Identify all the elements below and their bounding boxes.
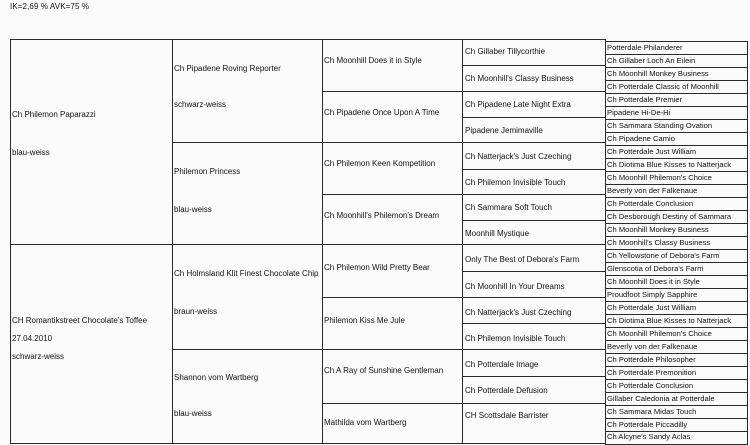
gen4-name: Ch Pipadene Late Night Extra	[465, 100, 571, 109]
gen5-name: Gillaber Caledonia at Potterdale	[607, 394, 715, 403]
gen2-cell	[172, 142, 323, 245]
gen1-sire-name: Ch Philemon Paparazzi	[12, 110, 96, 119]
gen5-name: Ch Moonhill Philemon's Choice	[607, 173, 712, 182]
gen5-name: Ch Sammara Midas Touch	[607, 407, 697, 416]
gen2-cell	[172, 39, 323, 143]
coefficient-header: IK=2,69 % AVK=75 %	[10, 2, 90, 11]
gen5-name: Proudfoot Simply Sapphire	[607, 290, 698, 299]
gen5-name: Ch Sammara Standing Ovation	[607, 121, 713, 130]
gen5-name: Ch Potterdale Just William	[607, 147, 697, 156]
gen5-name: Ch Moonhill Monkey Business	[607, 225, 709, 234]
gen4-name: Only The Best of Debora's Farm	[465, 255, 580, 264]
gen5-name: Ch Moonhill Philemon's Choice	[607, 329, 712, 338]
gen4-name: CH Scottsdale Barrister	[465, 411, 549, 420]
gen4-name: Ch Moonhill's Classy Business	[465, 74, 574, 83]
gen2-name: Shannon vom Wartberg	[174, 373, 259, 382]
gen4-name: Ch Natterjack's Just Czeching	[465, 152, 572, 161]
gen5-name: Ch Potterdale Philosopher	[607, 355, 696, 364]
gen4-name: Ch Potterdale Image	[465, 360, 539, 369]
gen2-color: schwarz-weiss	[174, 100, 227, 109]
gen5-name: Beverly von der Falkenaue	[607, 342, 698, 351]
gen5-name: Ch Desborough Destiny of Sammara	[607, 212, 732, 221]
gen5-name: Ch Diotima Blue Kisses to Natterjack	[607, 316, 732, 325]
gen5-name: Ch Gillaber Loch An Eilein	[607, 56, 696, 65]
gen4-name: Moonhill Mystique	[465, 229, 530, 238]
gen4-name: Ch Gillaber Tillycorthie	[465, 47, 546, 56]
gen2-cell	[172, 244, 323, 350]
gen5-name: Ch Potterdale Classic of Moonhill	[607, 82, 719, 91]
gen1-sire-cell	[10, 39, 173, 245]
gen5-name: Ch Yellowstone of Debora's Farm	[607, 251, 720, 260]
gen2-color: blau-weiss	[174, 409, 212, 418]
gen4-name: Ch Philemon Invisible Touch	[465, 334, 566, 343]
gen2-color: braun-weiss	[174, 307, 218, 316]
gen2-name: Ch Pipadene Roving Reporter	[174, 64, 281, 73]
gen4-name: Ch Natterjack's Just Czeching	[465, 308, 572, 317]
gen5-name: Ch Pipadene Camio	[607, 134, 675, 143]
gen1-dam-name: CH Romantikstreet Chocolate's Toffee	[12, 316, 148, 325]
gen3-name: Ch Pipadene Once Upon A Time	[324, 108, 440, 117]
gen5-name: Ch Potterdale Conclusion	[607, 199, 694, 208]
gen5-name: Ch Potterdale Premier	[607, 95, 683, 104]
gen5-name: Ch Potterdale Premonition	[607, 368, 697, 377]
gen2-color: blau-weiss	[174, 205, 212, 214]
gen4-name: Ch Potterdale Defusion	[465, 386, 548, 395]
gen5-name: Beverly von der Falkenaue	[607, 186, 698, 195]
gen5-name: Glenscotia of Debora's Farm	[607, 264, 704, 273]
gen1-dam-color: schwarz-weiss	[12, 352, 65, 361]
gen3-name: Ch Philemon Keen Kompetition	[324, 159, 436, 168]
gen5-name: Ch Moonhill Does it in Style	[607, 277, 700, 286]
gen5-name: Ch Potterdale Conclusion	[607, 381, 694, 390]
gen5-name: Potterdale Philanderer	[607, 43, 683, 52]
gen4-name: Pipadene Jemimaville	[465, 126, 543, 135]
gen5-name: Ch Diotima Blue Kisses to Natterjack	[607, 160, 732, 169]
gen5-name: Ch Potterdale Piccadilly	[607, 420, 688, 429]
gen3-name: Ch Moonhill's Philemon's Dream	[324, 211, 440, 220]
gen4-name: Ch Philemon Invisible Touch	[465, 178, 566, 187]
gen3-name: Ch Philemon Wild Pretty Bear	[324, 263, 430, 272]
gen2-name: Philemon Princess	[174, 167, 241, 176]
gen3-name: Ch A Ray of Sunshine Gentleman	[324, 366, 444, 375]
gen1-dam-cell	[10, 244, 173, 444]
gen2-name: Ch Holmsland Klit Finest Chocolate Chip	[174, 269, 319, 278]
gen4-name: Ch Moonhill In Your Dreams	[465, 282, 565, 291]
gen5-name: Ch Alcyne's Sandy Aclas	[607, 432, 691, 441]
gen1-sire-color: blau-weiss	[12, 148, 50, 157]
gen1-dam-date: 27.04.2010	[12, 334, 53, 343]
gen2-cell	[172, 349, 323, 444]
gen3-cell	[322, 349, 463, 404]
gen5-name: Pipadene Hi-De-Hi	[607, 108, 671, 117]
gen4-name: Ch Sammara Soft Touch	[465, 203, 553, 212]
gen5-name: Ch Moonhill Monkey Business	[607, 69, 709, 78]
gen5-name: Ch Moonhill's Classy Business	[607, 238, 711, 247]
gen3-name: Ch Moonhill Does it in Style	[324, 56, 422, 65]
gen5-name: Ch Potterdale Just William	[607, 303, 697, 312]
gen4-cell	[462, 403, 606, 444]
gen3-name: Mathilda vom Wartberg	[324, 418, 407, 427]
gen3-name: Philemon Kiss Me Jule	[324, 316, 405, 325]
